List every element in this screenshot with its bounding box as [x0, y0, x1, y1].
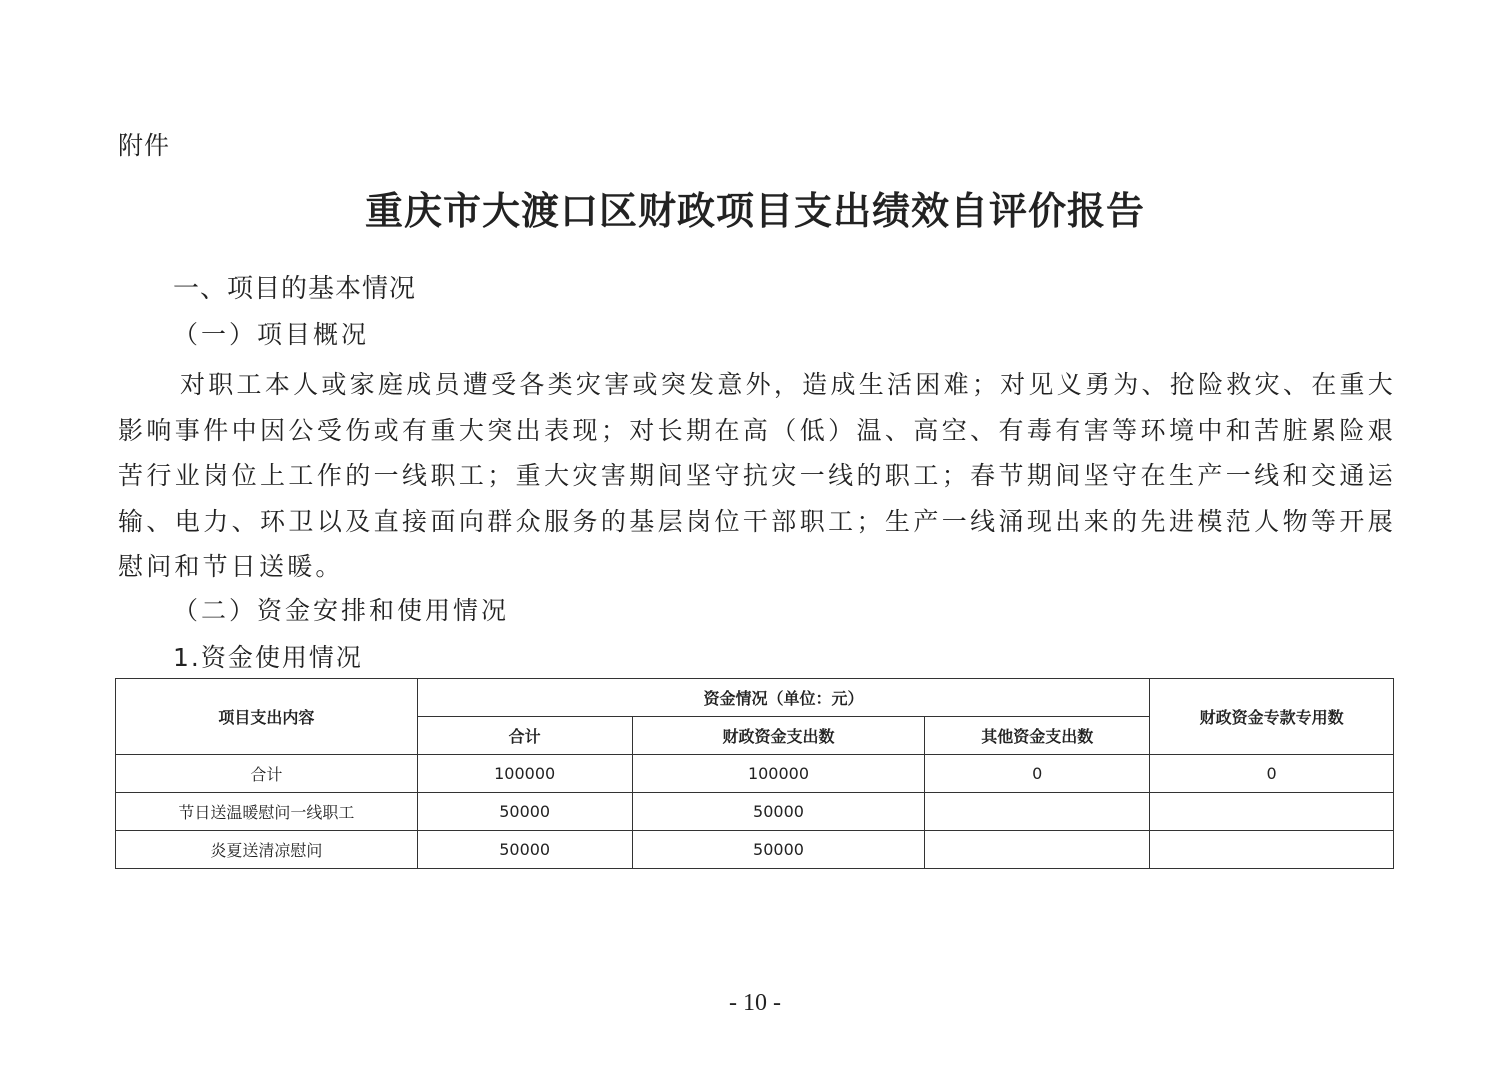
table-row — [116, 831, 1394, 869]
header-total: 合计 — [417, 717, 632, 755]
table-header-row — [116, 679, 1394, 717]
cell-other: 0 — [925, 755, 1150, 793]
header-funds-group: 资金情况（单位：元） — [417, 679, 1149, 717]
cell-total: 100000 — [417, 755, 632, 793]
cell-content: 合计 — [116, 755, 418, 793]
subsection-heading-overview: （一）项目概况 — [173, 320, 370, 349]
section-heading-basic-info: 一、项目的基本情况 — [173, 274, 417, 304]
table-row — [116, 755, 1394, 793]
document-title: 重庆市大渡口区财政项目支出绩效自评价报告 — [364, 188, 1145, 233]
header-other: 其他资金支出数 — [925, 717, 1150, 755]
cell-fiscal: 50000 — [632, 831, 925, 869]
overview-paragraph: 对职工本人或家庭成员遭受各类灾害或突发意外，造成生活困难；对见义勇为、抢险救灾、在重大影响事件中因公受伤或有重大突出表现；对长期在高（低）温、高空、有毒有害等环境中和苦脏累险艰苦行业岗位上工作的一线职工；重大灾害期间坚守抗灾一线的职工；春节期间坚守在生产一线和交通运输、电力、环卫以及直接面向群众服务的基层岗位干部职工；生产一线涌现出来的先进模范人物等开展慰问和节日送暖。 — [118, 370, 1396, 581]
cell-special — [1150, 831, 1394, 869]
attachment-label: 附件 — [118, 131, 171, 160]
cell-content: 炎夏送清凉慰问 — [116, 831, 418, 869]
header-special: 财政资金专款专用数 — [1150, 679, 1394, 755]
header-fiscal: 财政资金支出数 — [632, 717, 925, 755]
fund-usage-table — [115, 678, 1394, 869]
header-content: 项目支出内容 — [116, 679, 418, 755]
cell-other — [925, 793, 1150, 831]
cell-fiscal: 100000 — [632, 755, 925, 793]
page-number: - 10 - — [729, 990, 781, 1016]
item-label: 资金使用情况 — [200, 643, 363, 672]
subsection-heading-funds: （二）资金安排和使用情况 — [173, 596, 510, 625]
table-row — [116, 793, 1394, 831]
cell-fiscal: 50000 — [632, 793, 925, 831]
item-heading-fund-usage — [173, 638, 363, 674]
cell-other — [925, 831, 1150, 869]
item-number: 1. — [173, 643, 201, 672]
cell-special — [1150, 793, 1394, 831]
cell-special: 0 — [1150, 755, 1394, 793]
cell-content: 节日送温暖慰问一线职工 — [116, 793, 418, 831]
cell-total: 50000 — [417, 831, 632, 869]
cell-total: 50000 — [417, 793, 632, 831]
